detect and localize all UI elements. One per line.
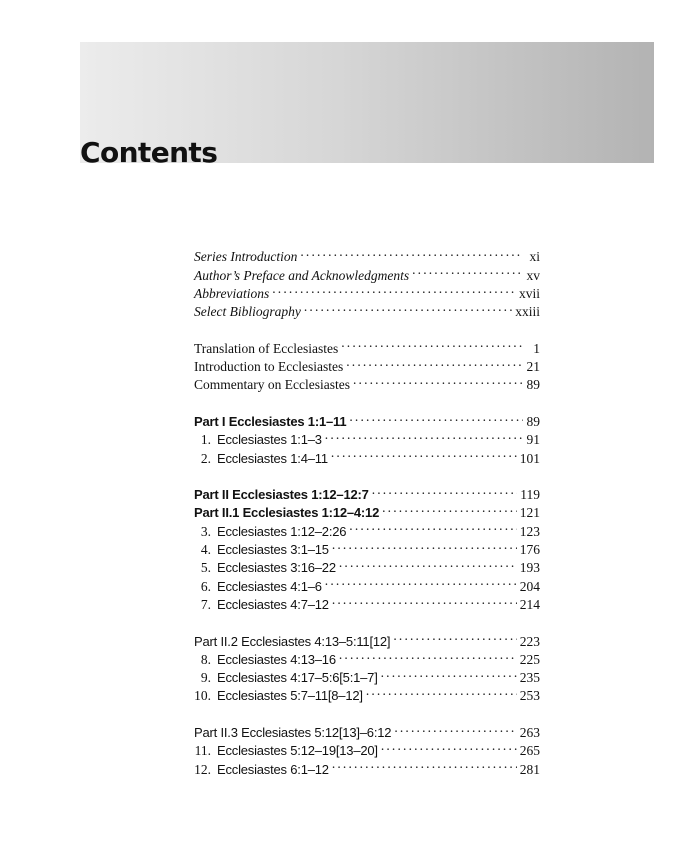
toc-entry-label: Ecclesiastes 5:7–11[8–12]: [217, 688, 363, 704]
chapter-number: 7.: [200, 596, 211, 612]
toc-entry-page: 89: [526, 413, 540, 429]
toc-subpart-label: Part II.1 Ecclesiastes 1:12–4:12: [194, 505, 380, 521]
toc-subpart-heading[interactable]: [194, 719, 540, 741]
toc-entry-label: Ecclesiastes 5:12–19[13–20]: [217, 743, 378, 759]
toc-entry-page: 223: [519, 633, 540, 649]
toc-entry-page: xv: [526, 267, 540, 283]
dot-leader: [349, 408, 523, 426]
toc-entry-page: 101: [519, 450, 540, 466]
chapter-number: 1.: [200, 432, 211, 448]
toc-entry-label: Ecclesiastes 6:1–12: [217, 761, 329, 777]
chapter-number: 6.: [200, 578, 211, 594]
dot-leader: [412, 261, 523, 279]
part1-group: [194, 408, 540, 466]
toc-entry-label: Ecclesiastes 1:4–11: [217, 450, 328, 466]
toc-entry-page: xxiii: [515, 304, 540, 320]
toc-entry-page: xi: [529, 249, 540, 265]
toc-entry-page: 91: [526, 432, 540, 448]
dot-leader: [393, 627, 516, 645]
toc-entry-label: Ecclesiastes 4:17–5:6[5:1–7]: [217, 670, 378, 686]
dot-leader: [353, 371, 523, 389]
dot-leader: [339, 646, 517, 664]
dot-leader: [339, 554, 517, 572]
toc-entry-label: Ecclesiastes 4:1–6: [217, 578, 322, 594]
toc-entry-page: 265: [519, 743, 540, 759]
toc-entry-label: Ecclesiastes 4:13–16: [217, 651, 336, 667]
dot-leader: [325, 426, 523, 444]
toc-part-heading[interactable]: [194, 408, 540, 429]
toc-entry-page: 176: [519, 542, 540, 558]
toc-entry-label: Ecclesiastes 4:7–12: [217, 596, 329, 612]
toc-entry-page: 121: [519, 505, 540, 521]
part2-group: [194, 481, 540, 777]
toc-subpart-label: Part II.3 Ecclesiastes 5:12[13]–6:12: [194, 725, 392, 741]
toc-entry-page: 235: [519, 670, 540, 686]
toc-entry-label: Ecclesiastes 1:12–2:26: [217, 523, 347, 539]
toc-part-label: Part I Ecclesiastes 1:1–11: [194, 413, 347, 429]
toc-entry-label: Series Introduction: [194, 249, 298, 265]
dot-leader: [325, 572, 517, 590]
dot-leader: [272, 280, 516, 298]
main-group: [194, 334, 540, 393]
chapter-number: 8.: [200, 651, 211, 667]
toc-entry-page: 263: [519, 725, 540, 741]
toc-entry-label: Introduction to Ecclesiastes: [194, 359, 344, 375]
chapter-number: 3.: [200, 523, 211, 539]
toc-entry-page: 253: [519, 688, 540, 704]
front-matter-group: [194, 243, 540, 320]
toc-entry-page: 123: [519, 523, 540, 539]
toc-entry-series-introduction[interactable]: [194, 243, 540, 265]
toc-entry-page: 119: [520, 487, 540, 503]
toc-entry-page: xvii: [518, 285, 540, 301]
toc-entry-page: 204: [519, 578, 540, 594]
toc-entry-page: 89: [526, 377, 540, 393]
dot-leader: [332, 755, 517, 773]
toc-subpart-heading[interactable]: [194, 627, 540, 649]
dot-leader: [349, 517, 516, 535]
toc-subpart-label: Part II.2 Ecclesiastes 4:13–5:11[12]: [194, 633, 391, 649]
dot-leader: [331, 444, 517, 462]
dot-leader: [381, 664, 517, 682]
toc-entry-page: 1: [533, 340, 540, 356]
dot-leader: [366, 682, 517, 700]
chapter-number: 10.: [194, 688, 211, 704]
dot-leader: [394, 719, 516, 737]
dot-leader: [346, 353, 523, 371]
toc-entry-label: Ecclesiastes 3:1–15: [217, 542, 329, 558]
dot-leader: [372, 481, 518, 499]
toc-part-label: Part II Ecclesiastes 1:12–12:7: [194, 487, 369, 503]
dot-leader: [381, 737, 517, 755]
table-of-contents: [194, 243, 540, 777]
page-title: Contents: [80, 136, 218, 169]
dot-leader: [332, 591, 517, 609]
toc-entry-label: Ecclesiastes 3:16–22: [217, 560, 336, 576]
dot-leader: [341, 334, 523, 352]
toc-entry-label: Author’s Preface and Acknowledgments: [194, 267, 410, 283]
toc-entry-page: 193: [519, 560, 540, 576]
toc-entry-translation[interactable]: [194, 334, 540, 356]
dot-leader: [332, 536, 517, 554]
dot-leader: [382, 499, 517, 517]
toc-entry-label: Select Bibliography: [194, 304, 301, 320]
dot-leader: [304, 298, 512, 316]
toc-entry-page: 281: [519, 761, 540, 777]
chapter-number: 5.: [200, 560, 211, 576]
toc-entry-label: Abbreviations: [194, 285, 270, 301]
dot-leader: [300, 243, 523, 261]
chapter-number: 12.: [194, 761, 211, 777]
chapter-number: 11.: [194, 743, 211, 759]
toc-entry-page: 21: [526, 359, 540, 375]
toc-entry-label: Commentary on Ecclesiastes: [194, 377, 350, 393]
toc-entry-page: 225: [519, 651, 540, 667]
chapter-number: 9.: [200, 670, 211, 686]
chapter-number: 4.: [200, 542, 211, 558]
toc-entry-label: Ecclesiastes 1:1–3: [217, 432, 322, 448]
chapter-number: 2.: [200, 450, 211, 466]
toc-entry-label: Translation of Ecclesiastes: [194, 340, 339, 356]
toc-part-heading[interactable]: [194, 481, 540, 503]
toc-entry-page: 214: [519, 596, 540, 612]
